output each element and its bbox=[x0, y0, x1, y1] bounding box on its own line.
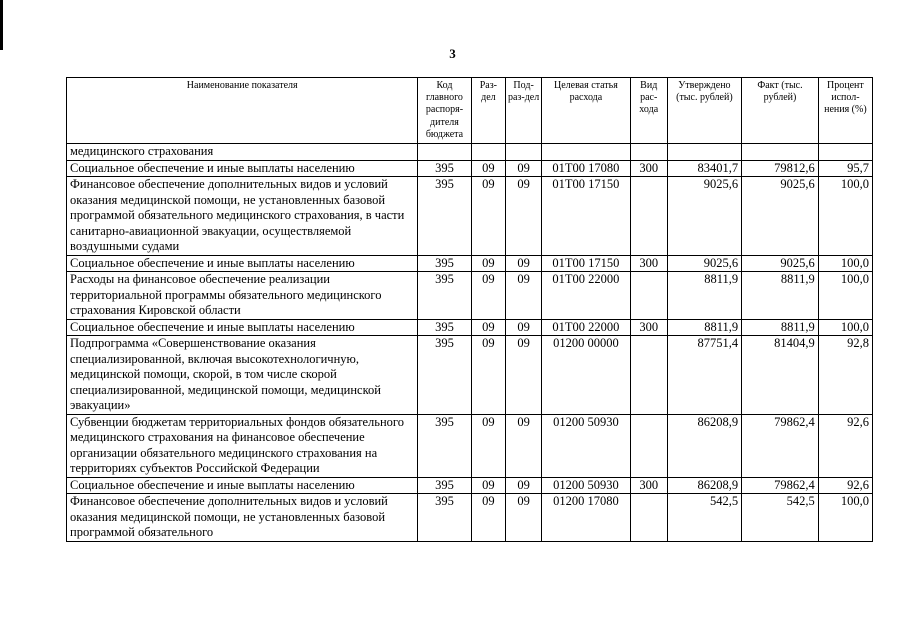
table-row bbox=[67, 272, 873, 320]
cell-actual: 79862,4 bbox=[742, 414, 819, 477]
page-edge-mark bbox=[0, 0, 3, 50]
cell-type bbox=[630, 144, 667, 161]
cell-type: 300 bbox=[630, 255, 667, 272]
cell-target: 01200 17080 bbox=[541, 494, 630, 542]
cell-approved: 8811,9 bbox=[667, 272, 742, 320]
cell-percent: 100,0 bbox=[818, 177, 872, 256]
cell-target: 01Т00 17150 bbox=[541, 255, 630, 272]
cell-subsection: 09 bbox=[506, 319, 542, 336]
cell-type: 300 bbox=[630, 160, 667, 177]
cell-target: 01Т00 22000 bbox=[541, 272, 630, 320]
cell-name: медицинского страхования bbox=[67, 144, 418, 161]
cell-subsection: 09 bbox=[506, 477, 542, 494]
cell-approved bbox=[667, 144, 742, 161]
cell-percent: 92,6 bbox=[818, 414, 872, 477]
cell-type bbox=[630, 494, 667, 542]
cell-actual: 542,5 bbox=[742, 494, 819, 542]
cell-section: 09 bbox=[471, 255, 506, 272]
cell-type bbox=[630, 177, 667, 256]
cell-subsection: 09 bbox=[506, 255, 542, 272]
cell-subsection: 09 bbox=[506, 494, 542, 542]
cell-code: 395 bbox=[418, 255, 471, 272]
cell-section: 09 bbox=[471, 177, 506, 256]
cell-actual: 8811,9 bbox=[742, 319, 819, 336]
cell-name: Субвенции бюджетам территориальных фондов обязательного медицинского страхования на финансовое обеспечение организации обязательного медицинского страхования на территориях субъектов Российской Федерации bbox=[67, 414, 418, 477]
column-header-approved: Утверждено (тыс. рублей) bbox=[667, 78, 742, 144]
cell-name: Финансовое обеспечение дополнительных видов и условий оказания медицинской помощи, не установленных базовой программой обязательного bbox=[67, 494, 418, 542]
cell-code bbox=[418, 144, 471, 161]
cell-target: 01200 50930 bbox=[541, 477, 630, 494]
cell-target: 01Т00 17150 bbox=[541, 177, 630, 256]
cell-target: 01200 00000 bbox=[541, 336, 630, 415]
cell-name: Социальное обеспечение и иные выплаты населению bbox=[67, 255, 418, 272]
cell-type bbox=[630, 336, 667, 415]
table-body bbox=[67, 144, 873, 542]
cell-section: 09 bbox=[471, 272, 506, 320]
cell-target: 01200 50930 bbox=[541, 414, 630, 477]
column-header-percent: Процент испол-нения (%) bbox=[818, 78, 872, 144]
cell-percent: 100,0 bbox=[818, 494, 872, 542]
cell-percent: 100,0 bbox=[818, 272, 872, 320]
cell-percent: 100,0 bbox=[818, 255, 872, 272]
cell-subsection: 09 bbox=[506, 414, 542, 477]
cell-name: Подпрограмма «Совершенствование оказания специализированной, включая высокотехнологичную, медицинской помощи, скорой, в том числе скорой специализированной, медицинской помощи, медицинской эвакуации» bbox=[67, 336, 418, 415]
cell-section: 09 bbox=[471, 160, 506, 177]
cell-approved: 86208,9 bbox=[667, 414, 742, 477]
table-row bbox=[67, 336, 873, 415]
cell-subsection: 09 bbox=[506, 177, 542, 256]
page-number: 3 bbox=[449, 46, 456, 61]
cell-section: 09 bbox=[471, 336, 506, 415]
table-row bbox=[67, 144, 873, 161]
cell-actual: 79862,4 bbox=[742, 477, 819, 494]
budget-execution-table bbox=[66, 77, 873, 542]
cell-target: 01Т00 22000 bbox=[541, 319, 630, 336]
cell-approved: 9025,6 bbox=[667, 255, 742, 272]
cell-approved: 83401,7 bbox=[667, 160, 742, 177]
column-header-code: Код главного распоря-дителя бюджета bbox=[418, 78, 471, 144]
table-row bbox=[67, 255, 873, 272]
table-row bbox=[67, 319, 873, 336]
table-row bbox=[67, 160, 873, 177]
cell-type bbox=[630, 414, 667, 477]
table-row bbox=[67, 414, 873, 477]
cell-name: Социальное обеспечение и иные выплаты населению bbox=[67, 319, 418, 336]
cell-subsection: 09 bbox=[506, 272, 542, 320]
cell-code: 395 bbox=[418, 272, 471, 320]
cell-percent: 95,7 bbox=[818, 160, 872, 177]
cell-actual: 8811,9 bbox=[742, 272, 819, 320]
cell-type: 300 bbox=[630, 319, 667, 336]
cell-actual bbox=[742, 144, 819, 161]
cell-code: 395 bbox=[418, 160, 471, 177]
column-header-subsection: Под-раз-дел bbox=[506, 78, 542, 144]
cell-section: 09 bbox=[471, 477, 506, 494]
column-header-section: Раз-дел bbox=[471, 78, 506, 144]
cell-name: Социальное обеспечение и иные выплаты населению bbox=[67, 477, 418, 494]
cell-target: 01Т00 17080 bbox=[541, 160, 630, 177]
cell-name: Социальное обеспечение и иные выплаты населению bbox=[67, 160, 418, 177]
cell-approved: 87751,4 bbox=[667, 336, 742, 415]
column-header-type: Вид рас-хода bbox=[630, 78, 667, 144]
cell-name: Расходы на финансовое обеспечение реализации территориальной программы обязательного медицинского страхования Кировской области bbox=[67, 272, 418, 320]
cell-target bbox=[541, 144, 630, 161]
cell-section: 09 bbox=[471, 494, 506, 542]
cell-actual: 9025,6 bbox=[742, 255, 819, 272]
cell-code: 395 bbox=[418, 494, 471, 542]
table-header-row bbox=[67, 78, 873, 144]
cell-type: 300 bbox=[630, 477, 667, 494]
cell-percent bbox=[818, 144, 872, 161]
cell-code: 395 bbox=[418, 336, 471, 415]
column-header-name: Наименование показателя bbox=[67, 78, 418, 144]
cell-approved: 542,5 bbox=[667, 494, 742, 542]
cell-code: 395 bbox=[418, 414, 471, 477]
column-header-actual: Факт (тыс. рублей) bbox=[742, 78, 819, 144]
table-row bbox=[67, 477, 873, 494]
cell-percent: 100,0 bbox=[818, 319, 872, 336]
cell-approved: 8811,9 bbox=[667, 319, 742, 336]
cell-code: 395 bbox=[418, 177, 471, 256]
cell-code: 395 bbox=[418, 477, 471, 494]
column-header-target: Целевая статья расхода bbox=[541, 78, 630, 144]
cell-actual: 81404,9 bbox=[742, 336, 819, 415]
cell-approved: 9025,6 bbox=[667, 177, 742, 256]
cell-subsection: 09 bbox=[506, 336, 542, 415]
cell-name: Финансовое обеспечение дополнительных видов и условий оказания медицинской помощи, не установленных базовой программой обязательного медицинского страхования, в части санитарно-авиационной эвакуации, осуществляемой воздушными судами bbox=[67, 177, 418, 256]
table-row bbox=[67, 494, 873, 542]
cell-type bbox=[630, 272, 667, 320]
cell-section: 09 bbox=[471, 414, 506, 477]
cell-section bbox=[471, 144, 506, 161]
cell-actual: 9025,6 bbox=[742, 177, 819, 256]
cell-actual: 79812,6 bbox=[742, 160, 819, 177]
cell-percent: 92,8 bbox=[818, 336, 872, 415]
cell-percent: 92,6 bbox=[818, 477, 872, 494]
cell-code: 395 bbox=[418, 319, 471, 336]
cell-approved: 86208,9 bbox=[667, 477, 742, 494]
cell-subsection bbox=[506, 144, 542, 161]
cell-subsection: 09 bbox=[506, 160, 542, 177]
cell-section: 09 bbox=[471, 319, 506, 336]
table-row bbox=[67, 177, 873, 256]
